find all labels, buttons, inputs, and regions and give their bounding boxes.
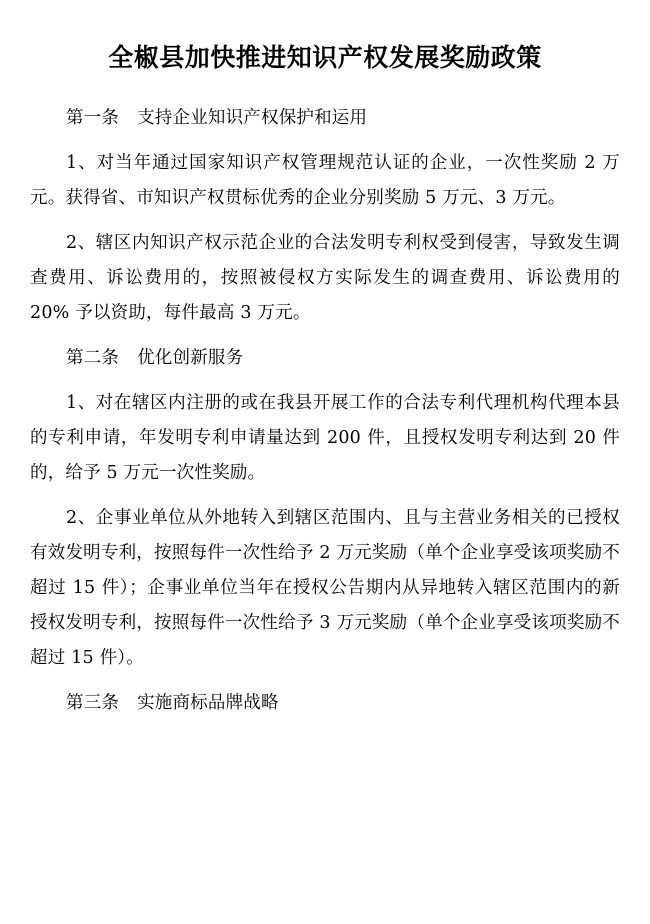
article-2-label: 第二条 <box>66 347 120 368</box>
article-3-heading-text: 实施商标品牌战略 <box>137 692 279 713</box>
page-title: 全椒县加快推进知识产权发展奖励政策 <box>108 43 542 72</box>
article-2-item-1: 1、对在辖区内注册的或在我县开展工作的合法专利代理机构代理本县的专利申请，年发明专利申请量达到 200 件，且授权发明专利达到 20 件的，给予 5 万元一次性奖励。 <box>30 392 620 483</box>
article-1-label: 第一条 <box>66 107 120 128</box>
article-1-heading <box>30 101 620 136</box>
article-1-item-1: 1、对当年通过国家知识产权管理规范认证的企业，一次性奖励 2 万元。获得省、市知识产权贯标优秀的企业分别奖励 5 万元、3 万元。 <box>30 152 620 208</box>
article-3-heading <box>30 686 620 721</box>
article-1-item-2: 2、辖区内知识产权示范企业的合法发明专利权受到侵害，导致发生调查费用、诉讼费用的，按照被侵权方实际发生的调查费用、诉讼费用的 20% 予以资助，每件最高 3 万元。 <box>30 232 620 323</box>
article-2-heading <box>30 341 620 376</box>
article-2-item-2: 2、企事业单位从外地转入到辖区范围内、且与主营业务相关的已授权有效发明专利，按照每件一次性给予 2 万元奖励（单个企业享受该项奖励不超过 15 件）；企事业单位当年在授权公告期内从异地转入辖区范围内的新授权发明专利，按照每件一次性给予 3 万元奖励（单个企业享受该项奖励不超过 15 件）。 <box>30 507 620 668</box>
article-1-heading-text: 支持企业知识产权保护和运用 <box>137 107 368 128</box>
article-2-heading-text: 优化创新服务 <box>137 347 244 368</box>
article-3-label: 第三条 <box>66 692 120 713</box>
